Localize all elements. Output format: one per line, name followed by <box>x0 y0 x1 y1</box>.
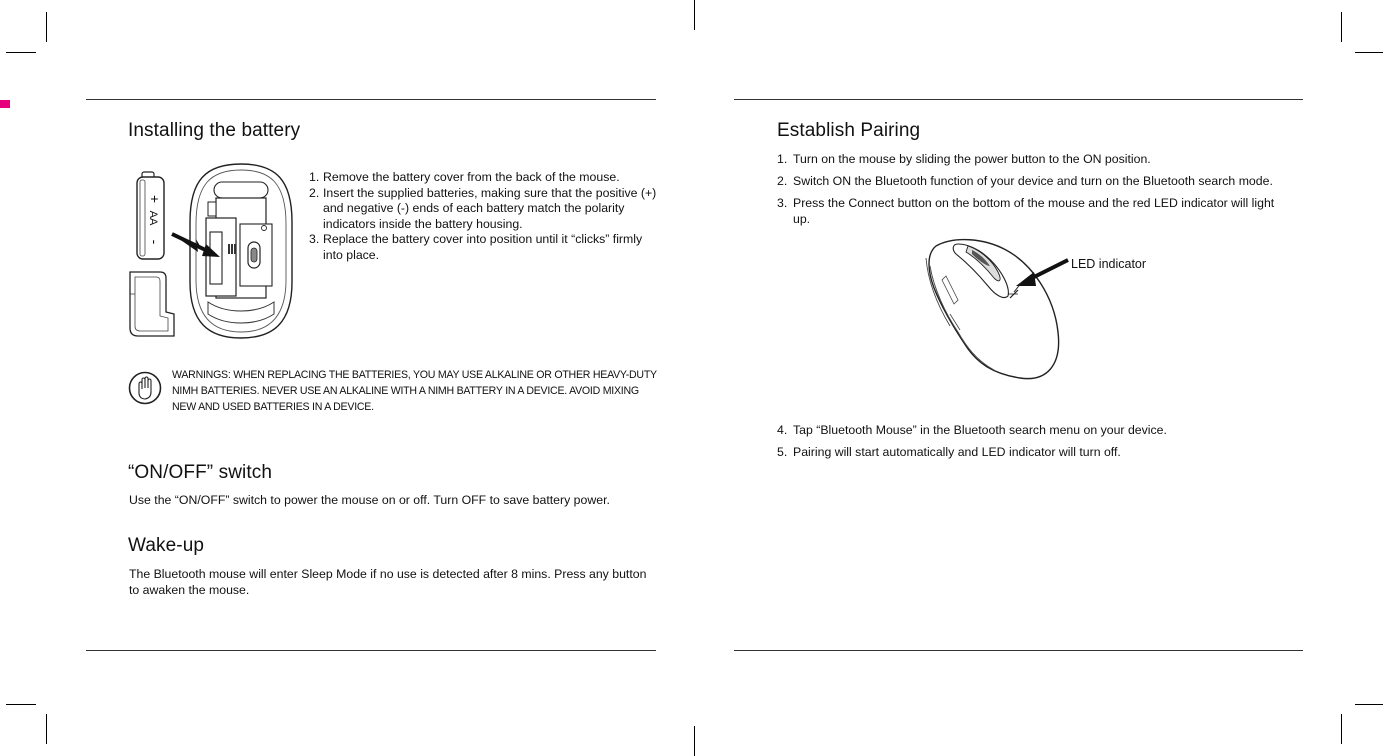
battery-section-title: Installing the battery <box>128 120 301 141</box>
pairing-step-3 <box>777 196 1283 227</box>
led-indicator-arrow-icon <box>1012 254 1072 294</box>
step-text: Press the Connect button on the bottom of the mouse and the red LED indicator will light up. <box>793 196 1275 226</box>
pairing-step-1 <box>777 152 1297 168</box>
step-text: Tap “Bluetooth Mouse” in the Bluetooth search menu on your device. <box>793 423 1167 437</box>
wake-section-body: The Bluetooth mouse will enter Sleep Mode if no use is detected after 8 mins. Press any button to awaken the mouse. <box>129 567 647 597</box>
step-number: 2. <box>777 174 788 188</box>
step-text: Replace the battery cover into position until it “clicks” firmly into place. <box>323 232 643 262</box>
right-page-top-rule <box>734 99 1303 100</box>
print-registration-marker <box>0 100 10 108</box>
step-text: Turn on the mouse by sliding the power button to the ON position. <box>793 152 1151 166</box>
battery-step-2 <box>309 186 661 233</box>
battery-cover-illustration <box>126 268 178 340</box>
battery-type-label: AA <box>147 210 159 226</box>
pairing-step-2 <box>777 174 1297 190</box>
battery-warning-text: WARNINGS: WHEN REPLACING THE BATTERIES, YOU MAY USE ALKALINE OR OTHER HEAVY-DUTY NIMH BATTERIES. NEVER USE AN ALKALINE WITH A NIMH BATTERY IN A DEVICE. AVOID MIXING NEW AND USED BATTERIES IN A DEVICE. <box>172 369 657 413</box>
switch-section-body: Use the “ON/OFF” switch to power the mouse on or off. Turn OFF to save battery power. <box>129 493 610 507</box>
step-number: 2. <box>309 185 320 200</box>
step-text: Remove the battery cover from the back of the mouse. <box>323 170 620 184</box>
left-page-top-rule <box>86 99 656 100</box>
aa-battery-illustration <box>135 172 175 262</box>
battery-step-3 <box>309 232 661 263</box>
pairing-step-5 <box>777 445 1297 461</box>
mouse-underside-illustration <box>186 162 296 340</box>
step-text: Insert the supplied batteries, making sure that the positive (+) and negative (-) ends of each battery match the polarity indicators inside the battery housing. <box>323 185 657 231</box>
led-indicator-label: LED indicator <box>1071 257 1147 271</box>
pairing-section-title: Establish Pairing <box>777 120 921 141</box>
step-text: Pairing will start automatically and LED indicator will turn off. <box>793 445 1121 459</box>
step-number: 4. <box>777 423 788 437</box>
step-number: 5. <box>777 445 788 459</box>
battery-minus-label: - <box>147 239 163 245</box>
step-number: 3. <box>309 232 320 246</box>
pairing-step-4 <box>777 423 1297 439</box>
pairing-steps-top <box>777 152 1297 234</box>
battery-plus-label: + <box>147 194 163 204</box>
step-number: 1. <box>777 152 788 166</box>
wake-section-title: Wake-up <box>128 535 205 556</box>
step-number: 1. <box>309 170 320 184</box>
pairing-steps-bottom <box>777 423 1297 467</box>
left-page-bottom-rule <box>86 650 656 651</box>
switch-section-title: “ON/OFF” switch <box>128 462 272 483</box>
hand-warning-icon <box>128 370 162 406</box>
right-page-bottom-rule <box>734 650 1303 651</box>
battery-steps-list <box>309 170 661 263</box>
step-number: 3. <box>777 196 788 210</box>
step-text: Switch ON the Bluetooth function of your device and turn on the Bluetooth search mode. <box>793 174 1273 188</box>
battery-step-1 <box>309 170 661 186</box>
